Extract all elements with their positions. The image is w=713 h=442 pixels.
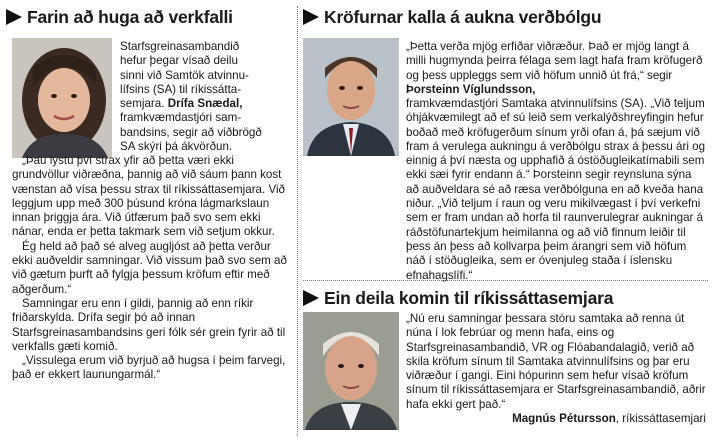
person-name: Magnús Pétursson: [512, 412, 616, 426]
man-portrait-icon: [303, 38, 399, 156]
drifa-photo: [12, 38, 112, 158]
article-farin-lead: [120, 40, 292, 154]
magnus-photo: [303, 312, 399, 430]
lead-line: hefur þegar vísað deilu: [120, 54, 238, 68]
lead-line: bandsins, segir að viðbrögð: [120, 125, 262, 139]
column-divider: [297, 6, 298, 436]
lead-line: sinni við Samtök atvinnu-: [120, 68, 249, 82]
person-name: Þorsteinn Víglundsson,: [406, 82, 536, 96]
article-headline: Ein deila komin til ríkissáttasemjara: [303, 287, 708, 309]
lead-line: framkvæmdastjóri sam-: [120, 111, 242, 125]
paragraph: „Þau lýstu því strax yfir að þetta væri ekki grundvöllur viðræðna, þannig að við sáum þann kost vænstan að vísa þessu strax til ríkissáttasemjara. Við leggjum upp með 300 þúsund króna lágmarkslaun innan þriggja ára. Við útfærum það svo sem ekki nánar, enda er þetta takmark sem við setjum okkur.: [12, 154, 285, 239]
paragraph: „Nú eru samningar þessara stóru samtaka að renna út núna í lok febrúar og menn hafa, eins og Starfsgreinasambandið, VR og Flóabandalagið, verið að skila kröfum sínum til Samtaka atvinnulífsins og þar eru viðræður í gangi. Eini hópurinn sem hefur vísað kröfum sínum til ríkissáttasemjara er Starfsgreinasambandið, aðrir hafa ekki gert það.“: [406, 312, 706, 411]
thorsteinn-photo: [303, 38, 399, 156]
article-headline: Kröfurnar kalla á aukna verðbólgu: [303, 6, 708, 28]
lead-line: lífsins (SA) til ríkissátta-: [120, 82, 242, 96]
article-krofurnar: [303, 6, 708, 28]
older-man-portrait-icon: [303, 312, 399, 430]
paragraph: Ég held að það sé alveg augljóst að þetta verður ekki auðveldir samningar. Við vissum það svo sem að við gætum þurft að fylgja þessum kröfum eftir með aðgerðum.“: [12, 239, 287, 296]
lead-line: SA skýri þá ákvörðun.: [120, 140, 233, 154]
article-krofurnar-body: [406, 40, 706, 97]
article-ein-deila: [303, 287, 708, 309]
article-farin-body: [12, 154, 292, 383]
person-name: Drífa Snædal,: [167, 97, 243, 111]
lead-line: semjara. Drífa Snædal,: [120, 97, 243, 111]
paragraph: Samningar eru enn í gildi, þannig að enn ríkir friðarskylda. Drífa segir þó að innan Starfsgreinasambandsins geri fólk sér grein fyrir að til verkfalls gæti komið.: [12, 296, 286, 353]
signature: Magnús Pétursson, ríkissáttasemjari: [512, 412, 706, 426]
arrow-right-icon: [6, 9, 22, 25]
woman-portrait-icon: [12, 38, 112, 158]
article-ein-deila-body: [406, 312, 706, 426]
article-farin: [6, 6, 291, 28]
paragraph: „Þetta verða mjög erfiðar viðræður. Það er mjög langt á milli hugmynda þeirra félaga sem lagt hafa fram kröfugerð og þess uppleggs sem við höfum unnið út frá,“ segir Þorsteinn Víglundsson,: [406, 40, 703, 96]
paragraph: framkvæmdastjóri Samtaka atvinnulífsins (SA). „Við teljum óhjákvæmilegt að ef sú leið sem verkalýðshreyfingin hefur boðað með kröfugerðum sínum yrði ofan á, þá sæjum við fram á verulega aukningu á verðbólgu strax á þessu ári og einnig á því næsta og upphafið á óstöðugleikatímabili sem ekki sæi fyrir endann á.“ Þorsteinn segir reynsluna sýna að auðveldara sé að ræsa verðbólguna en að kveða hana niður. „Við teljum í raun og veru mikilvægast í því verkefni sem er fram undan að horfa til raunverulegrar aukningar á ráðstöfunartekjum heimilanna og að við finnum leiðir til þess án þess að kollvarpa þeim árangri sem við höfum náð í stöðugleika, sem er óvenjuleg staða í íslensku efnahagslífi.“: [406, 97, 706, 282]
arrow-right-icon: [303, 290, 319, 306]
article-krofurnar-rest: [406, 97, 706, 283]
article-headline: Farin að huga að verkfalli: [6, 6, 291, 28]
lead-line: Starfsgreinasambandið: [120, 40, 240, 53]
arrow-right-icon: [303, 9, 319, 25]
paragraph: „Vissulega erum við byrjuð að hugsa í þeim farvegi, það er ekkert launungarmál.“: [12, 354, 286, 382]
